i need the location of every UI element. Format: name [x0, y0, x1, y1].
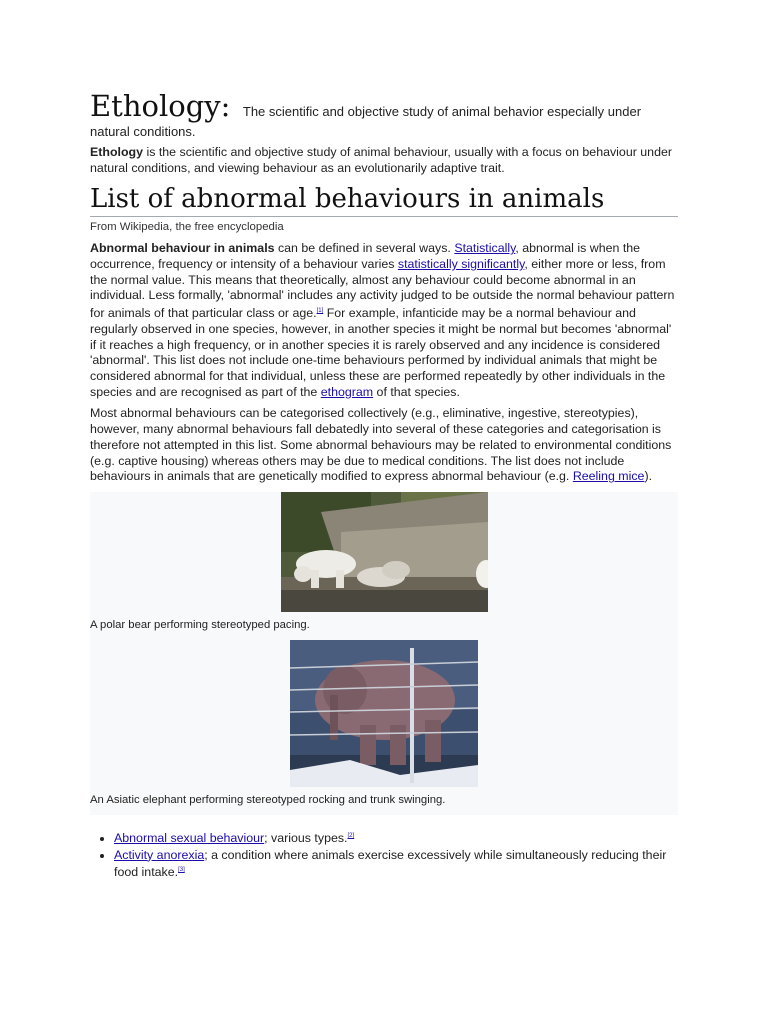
- elephant-image[interactable]: [290, 640, 478, 787]
- reference-3[interactable]: [3]: [178, 867, 185, 874]
- ethology-title: Ethology:: [90, 89, 231, 123]
- ethology-paragraph-text: is the scientific and objective study of animal behaviour, usually with a focus on behaviour under natural conditions, and viewing behaviour as an evolutionarily adaptive trait.: [90, 145, 672, 175]
- ethology-definition: The scientific and objective study of animal behavior especially under: [242, 104, 642, 119]
- page: [90, 90, 678, 882]
- caption-elephant: An Asiatic elephant performing stereotyped rocking and trunk swinging.: [90, 793, 446, 806]
- link-reeling-mice[interactable]: Reeling mice: [572, 469, 645, 484]
- link-statistically[interactable]: Statistically: [454, 241, 516, 256]
- p1-text-4: For example, infanticide may be a normal behaviour and regularly observed in one species, however, in another species it might be normal but becomes 'abnormal' if it reaches a high frequency, or in another species it is rarely observed and any incidence is considered 'abnormal'. This list does not include one-time behaviours performed by individual animals that might be considered abnormal for that individual, unless these are performed repeatedly by other individuals in the species and are recognised as part of the: [90, 306, 672, 399]
- behaviour-list: [90, 829, 678, 881]
- polar-bear-image[interactable]: [281, 492, 488, 612]
- reference-1[interactable]: [1]: [316, 308, 324, 315]
- link-ethogram[interactable]: ethogram: [320, 384, 374, 399]
- ethology-paragraph: [90, 145, 678, 176]
- ethology-definition-continued: natural conditions.: [90, 124, 196, 140]
- p1-text-5: of that species.: [373, 384, 460, 399]
- p1-bold: Abnormal behaviour in animals: [90, 241, 275, 256]
- image-gallery: [90, 492, 678, 815]
- list-item: [114, 829, 678, 847]
- caption-polar-bear: A polar bear performing stereotyped pacing.: [90, 618, 310, 631]
- link-statistically-significantly[interactable]: statistically significantly: [397, 256, 525, 271]
- list-item-text: ; a condition where animals exercise excessively while simultaneously reducing their food intake.: [114, 847, 667, 880]
- p1-text-2: , abnormal is when the occurrence, frequency or intensity of a behaviour varies: [90, 241, 641, 271]
- p1-text-1: can be defined in several ways.: [274, 241, 455, 256]
- reference-2[interactable]: [2]: [347, 832, 355, 839]
- article-paragraph-2: [90, 406, 678, 485]
- list-item: [114, 848, 678, 882]
- p2-text-1: Most abnormal behaviours can be categorised collectively (e.g., eliminative, ingestive, stereotypies), however, many abnormal behaviours fall debatedly into several of these categories and categorisation is therefore not attempted in this list. Some abnormal behaviours may be related to environmental conditions (e.g. captive housing) whereas others may be due to medical conditions. The list does not include behaviours in animals that are genetically modified to express abnormal behaviour (e.g.: [90, 406, 672, 484]
- ethology-bold-term: Ethology: [90, 145, 143, 160]
- figure-elephant: [90, 640, 678, 815]
- article-paragraph-1: [90, 241, 678, 400]
- p1-text-3: , either more or less, from the normal value. This means that theoretically, almost any behaviour could become abnormal in an individual. Less formally, 'abnormal' includes any activity judged to be outside the normal behaviour pattern for animals of that particular class or age.: [90, 256, 675, 321]
- article-title: List of abnormal behaviours in animals: [90, 183, 678, 218]
- link-abnormal-sexual-behaviour[interactable]: Abnormal sexual behaviour: [114, 831, 265, 846]
- list-item-text: ; various types.: [264, 831, 348, 846]
- ethology-heading: [90, 90, 678, 140]
- article-tagline: From Wikipedia, the free encyclopedia: [90, 221, 284, 234]
- figure-polar-bear: [90, 492, 678, 640]
- p2-text-2: ).: [644, 469, 653, 484]
- link-activity-anorexia[interactable]: Activity anorexia: [114, 847, 205, 862]
